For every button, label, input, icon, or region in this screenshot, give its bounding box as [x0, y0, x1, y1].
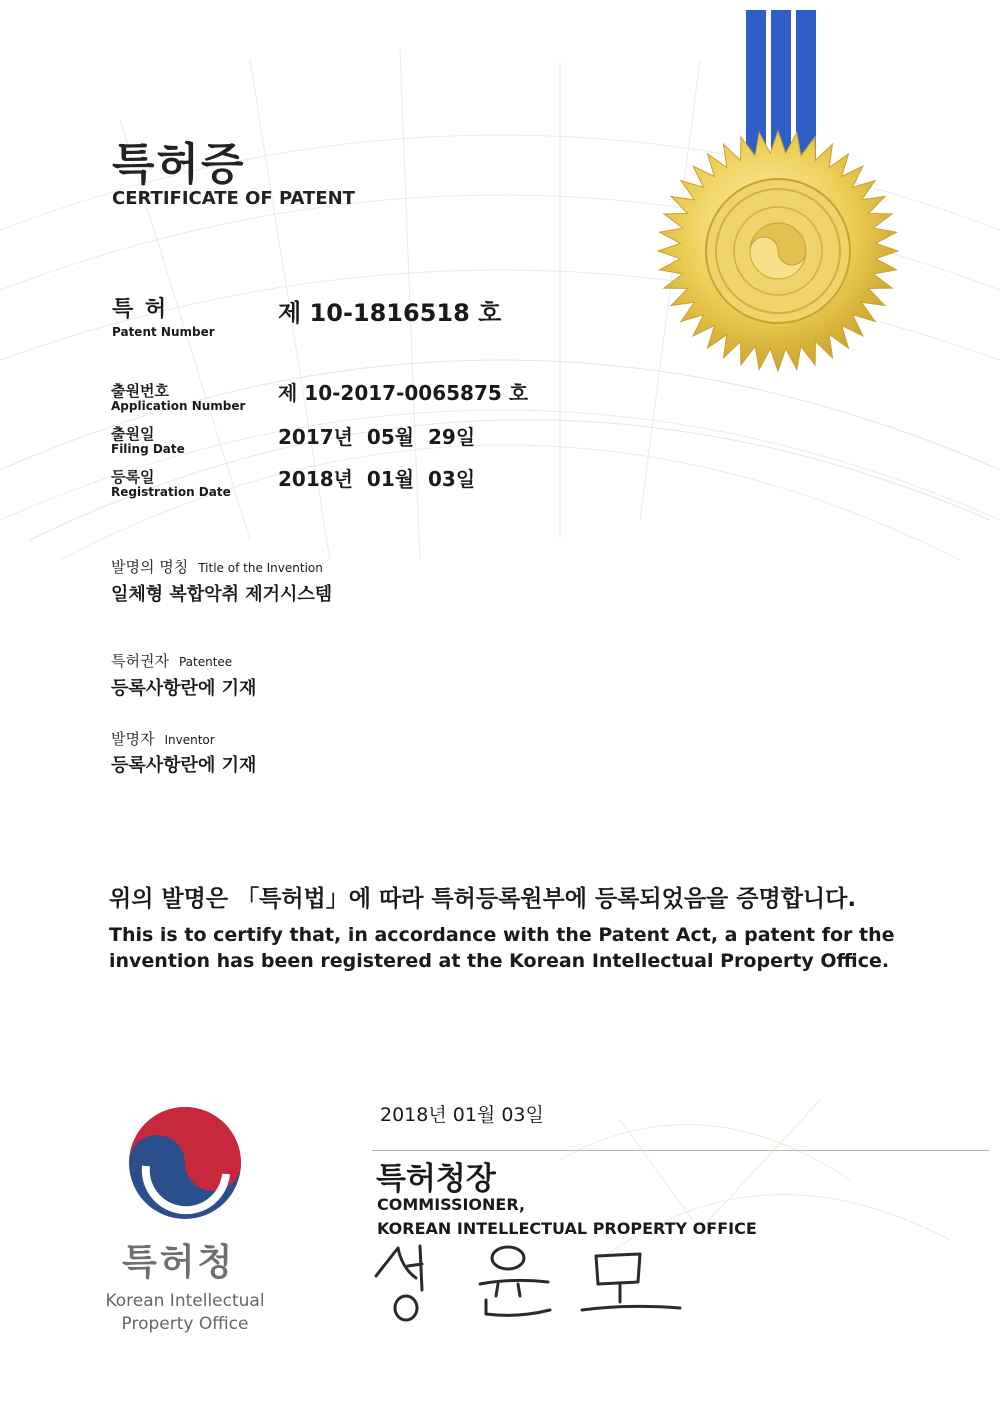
filing-date-label: 출원일: [111, 425, 155, 443]
patentee-heading: [111, 650, 232, 671]
issuer-title: 특허청장: [376, 1161, 496, 1197]
application-number-label: 출원번호: [111, 382, 169, 400]
issuer-title-en-line1: COMMISSIONER,: [377, 1195, 526, 1214]
patent-number-label: 특 허: [112, 297, 169, 322]
issue-date: 2018년 01월 03일: [380, 1104, 544, 1126]
agency-name-en: Korean Intellectual Property Office: [105, 1291, 265, 1334]
certificate-title: 특허증: [112, 139, 246, 190]
signature-divider: [372, 1150, 990, 1151]
invention-title-label-en: Title of the Invention: [198, 561, 323, 575]
patent-number-label-en: Patent Number: [112, 325, 215, 339]
registration-date-value: 2018년 01월 03일: [278, 467, 476, 491]
inventor-heading: [111, 728, 215, 749]
certification-statement: 위의 발명은 「특허법」에 따라 특허등록원부에 등록되었음을 증명합니다.: [109, 886, 857, 912]
inventor-label-en: Inventor: [164, 733, 215, 747]
inventor-label: 발명자: [111, 730, 155, 748]
patent-number-value: 제 10-1816518 호: [278, 299, 502, 327]
registration-date-label: 등록일: [111, 468, 155, 486]
taeguk-logo-icon: [126, 1104, 244, 1222]
patentee-label-en: Patentee: [178, 655, 233, 669]
patentee-value: 등록사항란에 기재: [111, 678, 257, 699]
registration-date-label-en: Registration Date: [111, 485, 231, 499]
certification-statement-en: This is to certify that, in accordance with the Patent Act, a patent for the invention has been registered at the Korean Intellectual Property Office.: [109, 924, 895, 972]
issuer-title-en-line2: KOREAN INTELLECTUAL PROPERTY OFFICE: [377, 1219, 757, 1238]
invention-title-value: 일체형 복합악취 제거시스템: [111, 584, 333, 605]
invention-title-heading: [111, 556, 323, 577]
commissioner-signature: [368, 1238, 698, 1328]
filing-date-label-en: Filing Date: [111, 442, 185, 456]
filing-date-value: 2017년 05월 29일: [278, 425, 476, 449]
application-number-value: 제 10-2017-0065875 호: [278, 381, 529, 405]
gold-seal-icon: [655, 128, 901, 374]
certificate-title-en: CERTIFICATE OF PATENT: [112, 188, 355, 209]
agency-name: 특허청: [122, 1242, 236, 1283]
invention-title-label: 발명의 명칭: [111, 558, 189, 576]
application-number-label-en: Application Number: [111, 399, 246, 413]
inventor-value: 등록사항란에 기재: [111, 755, 257, 776]
patentee-label: 특허권자: [111, 652, 169, 670]
